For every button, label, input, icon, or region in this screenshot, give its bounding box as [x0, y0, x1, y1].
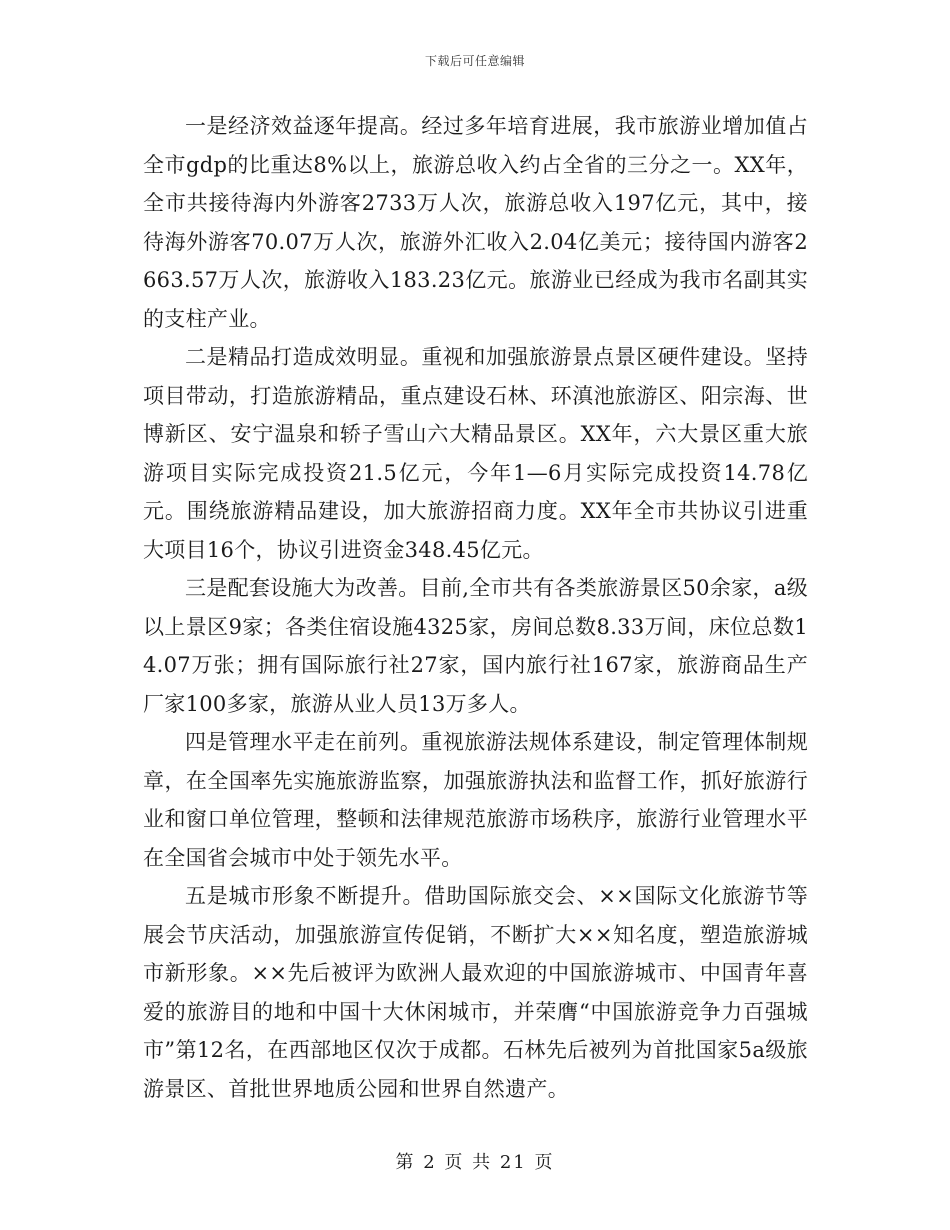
page-header: 下载后可任意编辑 — [424, 54, 525, 68]
paragraph-supporting-facilities: 三是配套设施大为改善。目前,全市共有各类旅游景区50余家，a级以上景区9家；各类住宿设施4325家，房间总数8.33万间，床位总数14.07万张；拥有国际旅行社27家，国内旅行社167家，旅游商品生产厂家100多家，旅游从业人员13万多人。 — [143, 576, 808, 716]
document-body — [143, 107, 808, 1108]
page-number: 第 2 页 共 21 页 — [395, 1152, 555, 1173]
paragraph-management-level: 四是管理水平走在前列。重视旅游法规体系建设，制定管理体制规章，在全国率先实施旅游监察，加强旅游执法和监督工作，抓好旅游行业和窗口单位管理，整顿和法律规范旅游市场秩序，旅游行业管理水平在全国省会城市中处于领先水平。 — [143, 730, 808, 870]
paragraph-city-image: 五是城市形象不断提升。借助国际旅交会、××国际文化旅游节等展会节庆活动，加强旅游宣传促销，不断扩大××知名度，塑造旅游城市新形象。××先后被评为欧洲人最欢迎的中国旅游城市、中国青年喜爱的旅游目的地和中国十大休闲城市，并荣膺“中国旅游竞争力百强城市”第12名，在西部地区仅次于成都。石林先后被列为首批国家5a级旅游景区、首批世界地质公园和世界自然遗产。 — [143, 884, 808, 1101]
paragraph-quality-projects: 二是精品打造成效明显。重视和加强旅游景点景区硬件建设。坚持项目带动，打造旅游精品，重点建设石林、环滇池旅游区、阳宗海、世博新区、安宁温泉和轿子雪山六大精品景区。XX年，六大景区重大旅游项目实际完成投资21.5亿元，今年1—6月实际完成投资14.78亿元。围绕旅游精品建设，加大旅游招商力度。XX年全市共协议引进重大项目16个，协议引进资金348.45亿元。 — [143, 345, 808, 562]
paragraph-economic-benefits: 一是经济效益逐年提高。经过多年培育进展，我市旅游业增加值占全市gdp的比重达8%以上，旅游总收入约占全省的三分之一。XX年，全市共接待海内外游客2733万人次，旅游总收入197亿元，其中，接待海外游客70.07万人次，旅游外汇收入2.04亿美元；接待国内游客2663.57万人次，旅游收入183.23亿元。旅游业已经成为我市名副其实的支柱产业。 — [143, 114, 808, 331]
